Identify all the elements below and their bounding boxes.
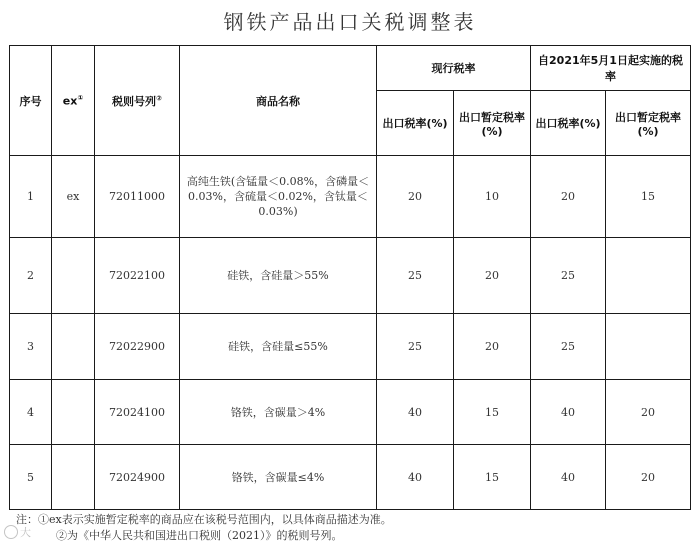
- cell-product-name: 硅铁，含硅量≤55%: [180, 314, 377, 380]
- cell-product-name: 铬铁，含碳量≤4%: [180, 445, 377, 510]
- cell-current-temp-rate: 10: [454, 156, 531, 238]
- cell-new-temp-rate: [606, 238, 691, 314]
- cell-seq: 2: [10, 238, 52, 314]
- table-row: [10, 238, 691, 314]
- cell-current-temp-rate: 15: [454, 445, 531, 510]
- header-new-export-rate: 出口税率(%): [531, 91, 606, 156]
- cell-seq: 5: [10, 445, 52, 510]
- cell-ex: [52, 314, 95, 380]
- header-code: 税则号列②: [95, 46, 180, 156]
- cell-current-temp-rate: 20: [454, 314, 531, 380]
- cell-seq: 3: [10, 314, 52, 380]
- cell-new-temp-rate: 20: [606, 380, 691, 445]
- header-name: 商品名称: [180, 46, 377, 156]
- cell-code: 72022900: [95, 314, 180, 380]
- cell-seq: 4: [10, 380, 52, 445]
- cell-current-temp-rate: 20: [454, 238, 531, 314]
- table-row: [10, 314, 691, 380]
- watermark-logo-icon: [4, 525, 18, 539]
- watermark-text: 大: [20, 526, 31, 539]
- cell-code: 72022100: [95, 238, 180, 314]
- header-seq: 序号: [10, 46, 52, 156]
- header-current-rate-group: 现行税率: [377, 46, 531, 91]
- cell-code: 72011000: [95, 156, 180, 238]
- watermark: [4, 524, 31, 540]
- cell-new-export-rate: 25: [531, 314, 606, 380]
- cell-current-export-rate: 40: [377, 445, 454, 510]
- cell-current-temp-rate: 15: [454, 380, 531, 445]
- cell-new-temp-rate: 20: [606, 445, 691, 510]
- cell-new-export-rate: 40: [531, 380, 606, 445]
- footnotes: [16, 512, 686, 544]
- table-row: [10, 380, 691, 445]
- cell-seq: 1: [10, 156, 52, 238]
- header-new-temp-rate: 出口暂定税率(%): [606, 91, 691, 156]
- header-new-rate-group: 自2021年5月1日起实施的税率: [531, 46, 691, 91]
- cell-ex: [52, 445, 95, 510]
- header-ex: ex①: [52, 46, 95, 156]
- header-current-export-rate: 出口税率(%): [377, 91, 454, 156]
- cell-product-name: 高纯生铁(含锰量＜0.08%，含磷量＜0.03%，含硫量＜0.02%，含钛量＜0.03%): [180, 156, 377, 238]
- cell-current-export-rate: 20: [377, 156, 454, 238]
- table-row: [10, 156, 691, 238]
- cell-code: 72024100: [95, 380, 180, 445]
- footnote-1: 注：①ex表示实施暂定税率的商品应在该税号范围内，以具体商品描述为准。: [16, 513, 392, 526]
- document-title: 钢铁产品出口关税调整表: [223, 10, 477, 34]
- table-row: [10, 445, 691, 510]
- cell-ex: [52, 238, 95, 314]
- cell-current-export-rate: 25: [377, 238, 454, 314]
- cell-new-export-rate: 40: [531, 445, 606, 510]
- footnote-label: 注：: [16, 513, 38, 526]
- cell-product-name: 铬铁，含碳量＞4%: [180, 380, 377, 445]
- tariff-table: [9, 45, 691, 510]
- cell-new-export-rate: 20: [531, 156, 606, 238]
- footnote-2: ②为《中华人民共和国进出口税则（2021）》的税则号列。: [56, 529, 343, 542]
- cell-new-temp-rate: 15: [606, 156, 691, 238]
- cell-new-temp-rate: [606, 314, 691, 380]
- cell-product-name: 硅铁，含硅量＞55%: [180, 238, 377, 314]
- cell-new-export-rate: 25: [531, 238, 606, 314]
- cell-code: 72024900: [95, 445, 180, 510]
- header-current-temp-rate: 出口暂定税率(%): [454, 91, 531, 156]
- cell-current-export-rate: 40: [377, 380, 454, 445]
- cell-ex: ex: [52, 156, 95, 238]
- cell-current-export-rate: 25: [377, 314, 454, 380]
- cell-ex: [52, 380, 95, 445]
